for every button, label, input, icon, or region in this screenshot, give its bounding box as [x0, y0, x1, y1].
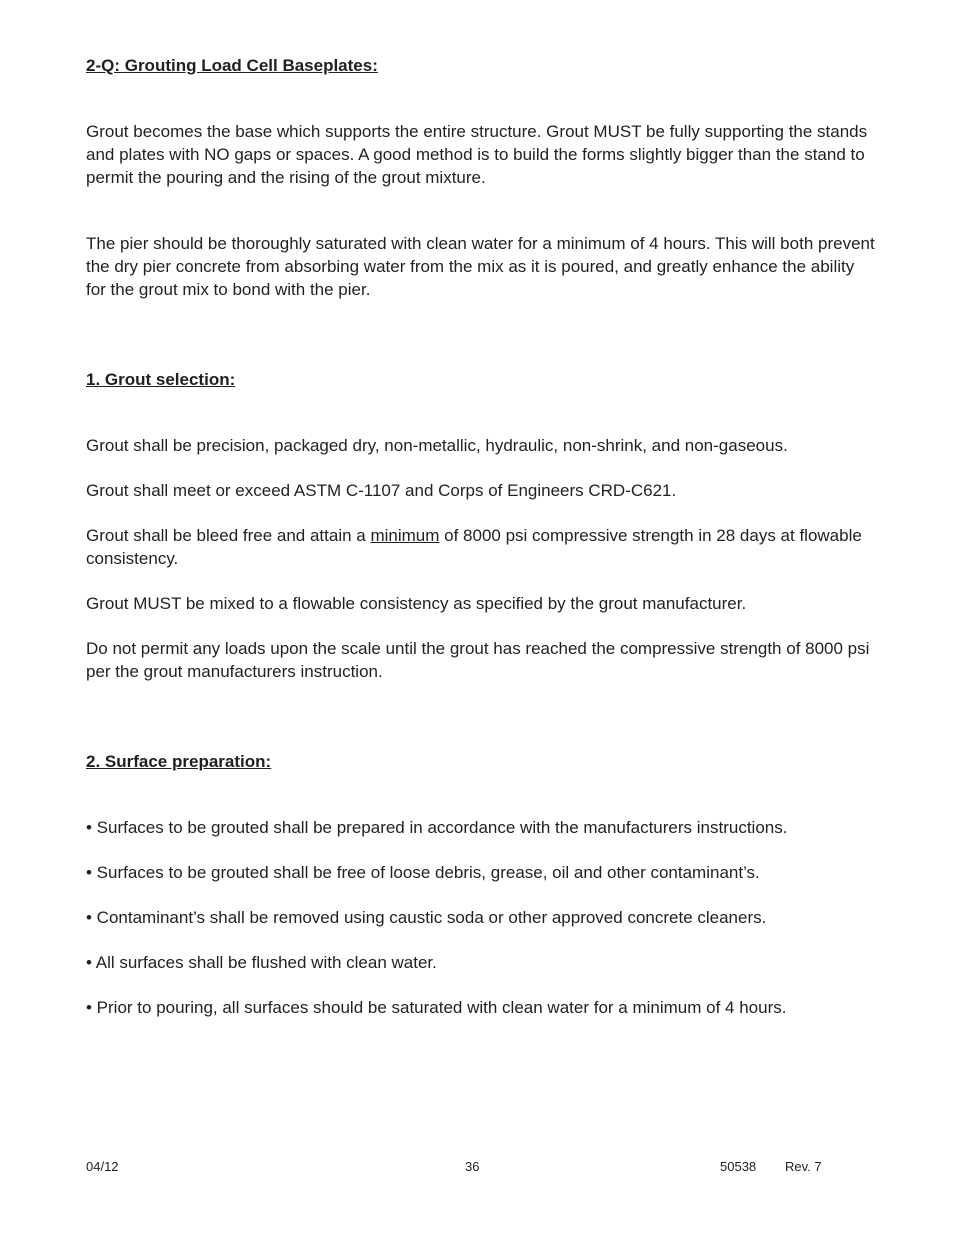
intro-paragraph-pier-saturation: The pier should be thoroughly saturated with clean water for a minimum of 4 hours. This will both prevent the dry pier concrete from absorbing water from the mix as it is poured, and greatly enhance the ability for the grout mix to bond with the pier.: [86, 234, 875, 299]
footer-doc-number: 50538: [720, 1159, 757, 1174]
footer-date: 04/12: [86, 1159, 119, 1174]
strength-text-minimum: minimum: [370, 526, 440, 545]
strength-text-before: Grout shall be bleed free and attain a: [86, 526, 371, 545]
section-title: 2-Q: Grouting Load Cell Baseplates:: [86, 56, 378, 75]
intro-paragraph-grout-base: Grout becomes the base which supports the entire structure. Grout MUST be fully supporting the stands and plates with NO gaps or spaces. A good method is to build the forms slightly bigger than the stand to permit the pouring and the rising of the grout mixture.: [86, 122, 868, 187]
grout-selection-item-astm: Grout shall meet or exceed ASTM C-1107 and Corps of Engineers CRD-C621.: [86, 481, 677, 500]
strength-text-after: of 8000 psi compressive strength in 28 days at flowable consistency.: [86, 526, 862, 568]
surface-bullet-contaminants: • Contaminant’s shall be removed using caustic soda or other approved concrete cleaners.: [86, 908, 767, 927]
footer-revision: Rev. 7: [785, 1159, 822, 1174]
grout-selection-item-strength: [86, 524, 876, 570]
surface-preparation-heading: 2. Surface preparation:: [86, 752, 272, 771]
surface-bullet-debris: • Surfaces to be grouted shall be free of loose debris, grease, oil and other contaminant’s.: [86, 863, 760, 882]
grout-selection-item-precision: Grout shall be precision, packaged dry, non-metallic, hydraulic, non-shrink, and non-gaseous.: [86, 436, 788, 455]
surface-bullet-saturate: • Prior to pouring, all surfaces should be saturated with clean water for a minimum of 4 hours.: [86, 998, 787, 1017]
surface-bullet-flush: • All surfaces shall be flushed with clean water.: [86, 953, 437, 972]
grout-selection-item-flowable: Grout MUST be mixed to a flowable consistency as specified by the grout manufacturer.: [86, 594, 747, 613]
grout-selection-item-loads: Do not permit any loads upon the scale until the grout has reached the compressive strength of 8000 psi per the grout manufacturers instruction.: [86, 639, 870, 681]
footer-page-number: 36: [465, 1159, 480, 1174]
surface-bullet-manufacturer: • Surfaces to be grouted shall be prepared in accordance with the manufacturers instructions.: [86, 818, 788, 837]
grout-selection-heading: 1. Grout selection:: [86, 370, 236, 389]
